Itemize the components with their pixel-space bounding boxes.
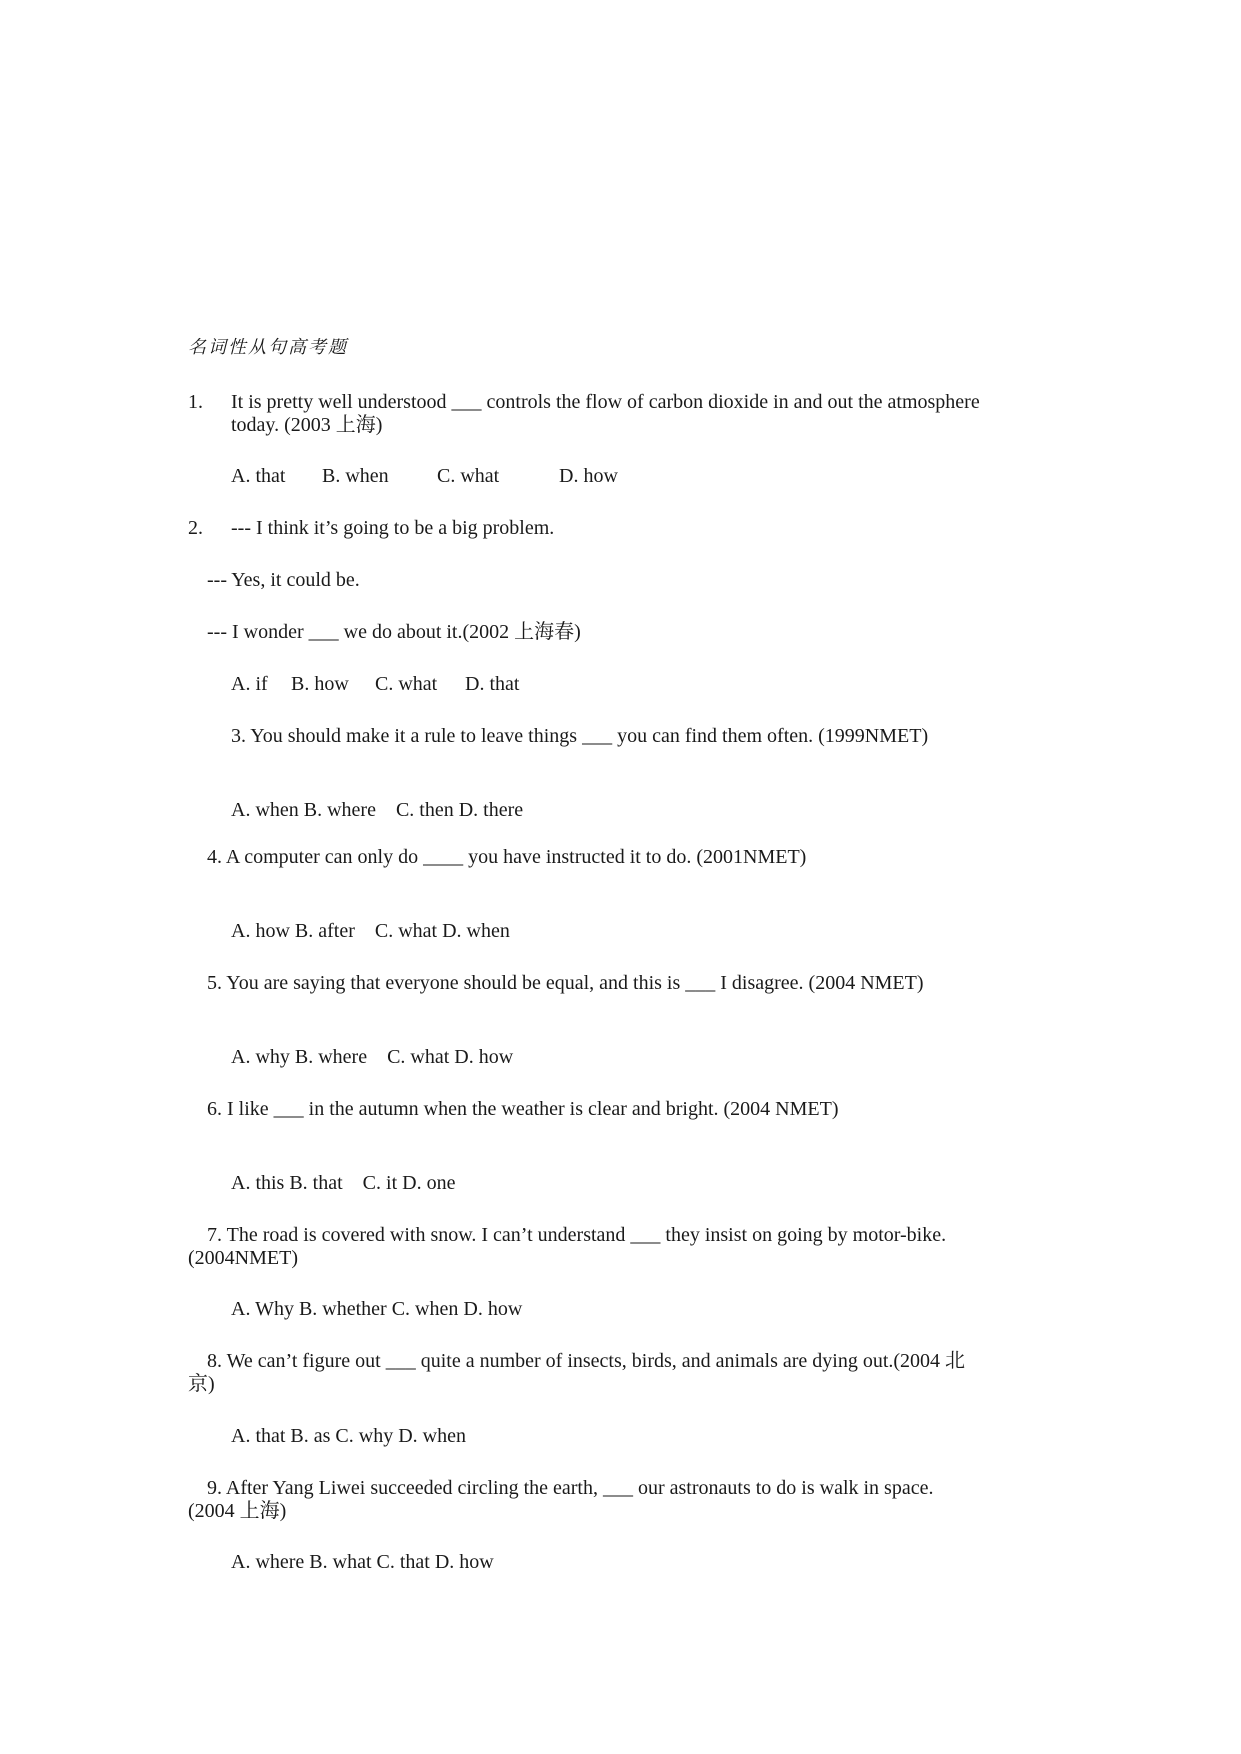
question-9-options: A. where B. what C. that D. how xyxy=(231,1551,494,1573)
question-9-text-cont: (2004 上海) xyxy=(188,1500,287,1522)
question-1-option-d: D. how xyxy=(559,465,618,487)
question-7-options: A. Why B. whether C. when D. how xyxy=(231,1298,523,1320)
question-7-text: 7. The road is covered with snow. I can’t understand ___ they insist on going by motor-bike. xyxy=(207,1224,947,1246)
question-1-option-c: C. what xyxy=(437,465,500,487)
question-2-option-d: D. that xyxy=(465,673,520,695)
question-2-option-a: A. if xyxy=(231,673,268,695)
question-1-option-a: A. that xyxy=(231,465,286,487)
question-1-number: 1. xyxy=(188,391,203,413)
question-1-text-cont: today. (2003 上海) xyxy=(231,414,383,436)
question-7-text-cont: (2004NMET) xyxy=(188,1247,298,1269)
question-9-text: 9. After Yang Liwei succeeded circling the earth, ___ our astronauts to do is walk in space. xyxy=(207,1477,934,1499)
question-8-options: A. that B. as C. why D. when xyxy=(231,1425,466,1447)
page-title: 名词性从句高考题 xyxy=(188,337,348,358)
question-4-options: A. how B. after C. what D. when xyxy=(231,920,510,942)
question-1-text: It is pretty well understood ___ controls the flow of carbon dioxide in and out the atmosphere xyxy=(231,391,980,413)
question-2-number: 2. xyxy=(188,517,203,539)
question-5-text: 5. You are saying that everyone should be equal, and this is ___ I disagree. (2004 NMET) xyxy=(207,972,924,994)
question-8-text: 8. We can’t figure out ___ quite a number of insects, birds, and animals are dying out.(2004 北 xyxy=(207,1350,966,1372)
question-6-text: 6. I like ___ in the autumn when the weather is clear and bright. (2004 NMET) xyxy=(207,1098,839,1120)
question-2-dialogue-line: --- I wonder ___ we do about it.(2002 上海春) xyxy=(207,621,581,643)
question-2-dialogue-line: --- Yes, it could be. xyxy=(207,569,360,591)
question-2-option-b: B. how xyxy=(291,673,349,695)
question-6-options: A. this B. that C. it D. one xyxy=(231,1172,456,1194)
question-2-option-c: C. what xyxy=(375,673,438,695)
question-8-text-cont: 京) xyxy=(188,1373,215,1395)
question-5-options: A. why B. where C. what D. how xyxy=(231,1046,514,1068)
question-2-dialogue-line: --- I think it’s going to be a big problem. xyxy=(231,517,555,539)
question-4-text: 4. A computer can only do ____ you have instructed it to do. (2001NMET) xyxy=(207,846,807,868)
question-1-option-b: B. when xyxy=(322,465,389,487)
question-3-options: A. when B. where C. then D. there xyxy=(231,799,524,821)
question-3-text: 3. You should make it a rule to leave things ___ you can find them often. (1999NMET) xyxy=(231,725,929,747)
